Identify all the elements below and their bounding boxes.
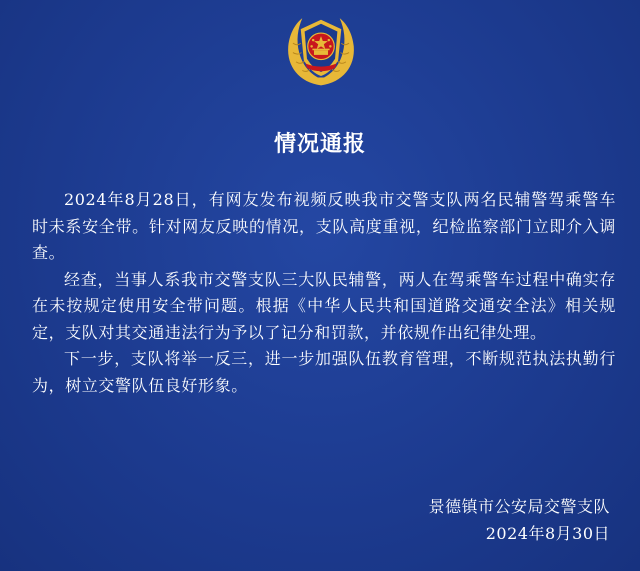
paragraph-2: 经查，当事人系我市交警支队三大队民辅警，两人在驾乘警车过程中确实存在未按规定使用安全带问题。根据《中华人民共和国道路交通安全法》相关规定，支队对其交通违法行为予以了记分和罚款，并依规作出纪律处理。 <box>32 269 616 342</box>
paragraph-3: 下一步，支队将举一反三，进一步加强队伍教育管理，不断规范执法执勤行为，树立交警队伍良好形象。 <box>32 349 616 395</box>
issue-date: 2024年8月30日 <box>485 524 610 543</box>
notice-title: 情况通报 <box>273 132 366 157</box>
police-emblem-icon <box>282 12 360 90</box>
paragraph-1: 2024年8月28日，有网友发布视频反映我市交警支队两名民辅警驾乘警车时未系安全带。针对网友反映的情况，支队高度重视，纪检监察部门立即介入调查。 <box>32 190 616 262</box>
issuing-organization: 景德镇市公安局交警支队 <box>428 497 610 516</box>
signature-block <box>428 493 610 547</box>
notice-body <box>32 187 616 399</box>
